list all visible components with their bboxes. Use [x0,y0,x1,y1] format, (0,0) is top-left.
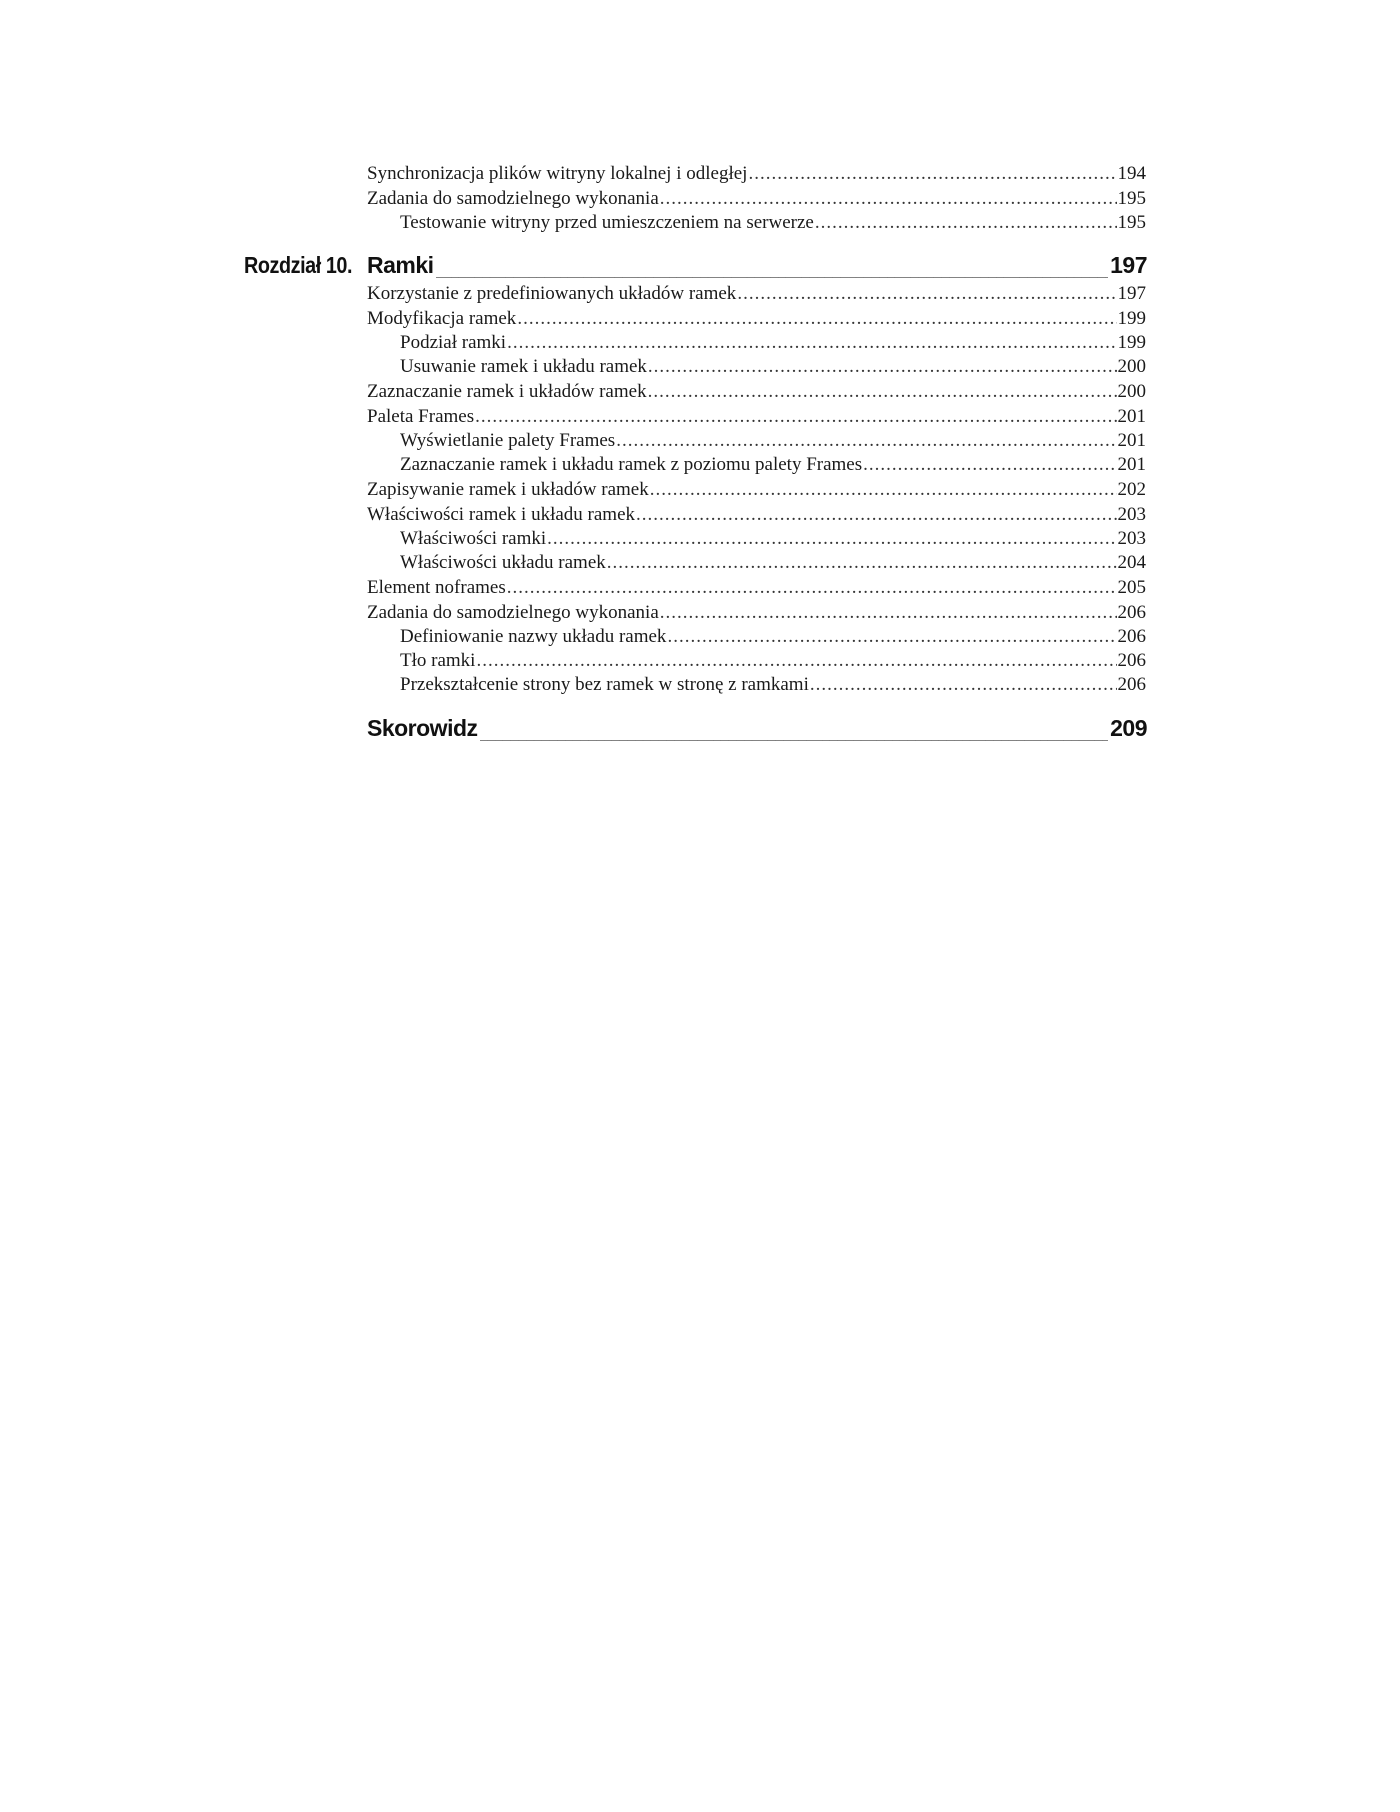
toc-entry[interactable] [367,307,1146,331]
toc-entry[interactable] [367,405,1146,429]
index-title: Skorowidz [367,715,478,741]
toc-entry[interactable] [367,576,1146,600]
toc-entry-label: Usuwanie ramek i układu ramek [400,356,647,377]
toc-entry[interactable] [367,601,1146,625]
toc-entry-page: 203 [1117,528,1146,549]
toc-entry-label: Definiowanie nazwy układu ramek [400,626,667,647]
toc-entry-label: Synchronizacja plików witryny lokalnej i odległej [367,163,748,184]
dot-leader [815,211,1117,235]
toc-entry-label: Korzystanie z predefiniowanych układów ramek [367,283,737,304]
toc-entry-page: 205 [1117,577,1146,598]
toc-subentry[interactable] [400,331,1146,355]
toc-entry-page: 206 [1117,650,1146,671]
toc-subentry[interactable] [400,527,1146,551]
heading-leader [480,725,1109,743]
toc-entry-label: Element noframes [367,577,506,598]
toc-entry-page: 201 [1117,454,1146,475]
dot-leader [636,503,1116,527]
toc-subentry[interactable] [400,453,1146,477]
dot-leader [737,282,1116,306]
toc-entry-label: Właściwości ramki [400,528,547,549]
dot-leader [863,453,1116,477]
dot-leader [648,380,1117,404]
toc-entry-page: 202 [1117,479,1146,500]
chapter-number: Rozdział 10. [244,252,353,278]
toc-entry[interactable] [367,380,1146,404]
chapter-page: 197 [1110,252,1147,278]
toc-entry-page: 195 [1117,212,1146,233]
chapter-title: Ramki [367,252,434,278]
toc-entry-label: Zadania do samodzielnego wykonania [367,602,659,623]
dot-leader [507,576,1117,600]
toc-entry-label: Zaznaczanie ramek i układów ramek [367,381,647,402]
toc-entry-page: 201 [1117,406,1146,427]
dot-leader [616,429,1116,453]
toc-subentry[interactable] [400,429,1146,453]
toc-entry-page: 195 [1117,188,1146,209]
dot-leader [648,355,1117,379]
toc-entry-page: 197 [1117,283,1146,304]
toc-entry-label: Zapisywanie ramek i układów ramek [367,479,649,500]
toc-entry-label: Przekształcenie strony bez ramek w stronę z ramkami [400,674,809,695]
dot-leader [507,331,1116,355]
dot-leader [517,307,1116,331]
toc-subentry[interactable] [400,211,1146,235]
toc-entry-page: 206 [1117,674,1146,695]
toc-entry-label: Zaznaczanie ramek i układu ramek z poziomu palety Frames [400,454,863,475]
toc-entry-label: Podział ramki [400,332,507,353]
dot-leader [547,527,1116,551]
toc-entry-page: 200 [1117,381,1146,402]
toc-entry-label: Testowanie witryny przed umieszczeniem na serwerze [400,212,814,233]
toc-entry-page: 199 [1117,332,1146,353]
toc-subentry[interactable] [400,355,1146,379]
dot-leader [650,478,1117,502]
toc-entry[interactable] [367,282,1146,306]
toc-subentry[interactable] [400,649,1146,673]
dot-leader [660,601,1117,625]
toc-entry[interactable] [367,187,1146,211]
toc-entry-label: Właściwości ramek i układu ramek [367,504,636,525]
dot-leader [810,673,1117,697]
chapter-heading[interactable] [367,250,1147,280]
toc-subentry[interactable] [400,625,1146,649]
toc-entry[interactable] [367,162,1146,186]
toc-entry-label: Wyświetlanie palety Frames [400,430,616,451]
heading-leader [436,262,1109,280]
dot-leader [748,162,1116,186]
toc-entry-page: 206 [1117,602,1146,623]
toc-entry-page: 204 [1117,552,1146,573]
toc-entry-page: 201 [1117,430,1146,451]
toc-entry[interactable] [367,478,1146,502]
toc-subentry[interactable] [400,673,1146,697]
dot-leader [475,405,1116,429]
toc-entry-label: Tło ramki [400,650,476,671]
toc-entry-page: 194 [1117,163,1146,184]
dot-leader [667,625,1116,649]
toc-entry-label: Zadania do samodzielnego wykonania [367,188,659,209]
toc-entry-page: 200 [1117,356,1146,377]
toc-entry-label: Właściwości układu ramek [400,552,606,573]
index-heading[interactable] [367,713,1147,743]
toc-subentry[interactable] [400,551,1146,575]
toc-entry-label: Paleta Frames [367,406,475,427]
dot-leader [660,187,1117,211]
toc-entry-page: 199 [1117,308,1146,329]
dot-leader [476,649,1116,673]
toc-entry-page: 203 [1117,504,1146,525]
index-page: 209 [1110,715,1147,741]
dot-leader [607,551,1117,575]
toc-entry-page: 206 [1117,626,1146,647]
toc-entry[interactable] [367,503,1146,527]
toc-entry-label: Modyfikacja ramek [367,308,517,329]
